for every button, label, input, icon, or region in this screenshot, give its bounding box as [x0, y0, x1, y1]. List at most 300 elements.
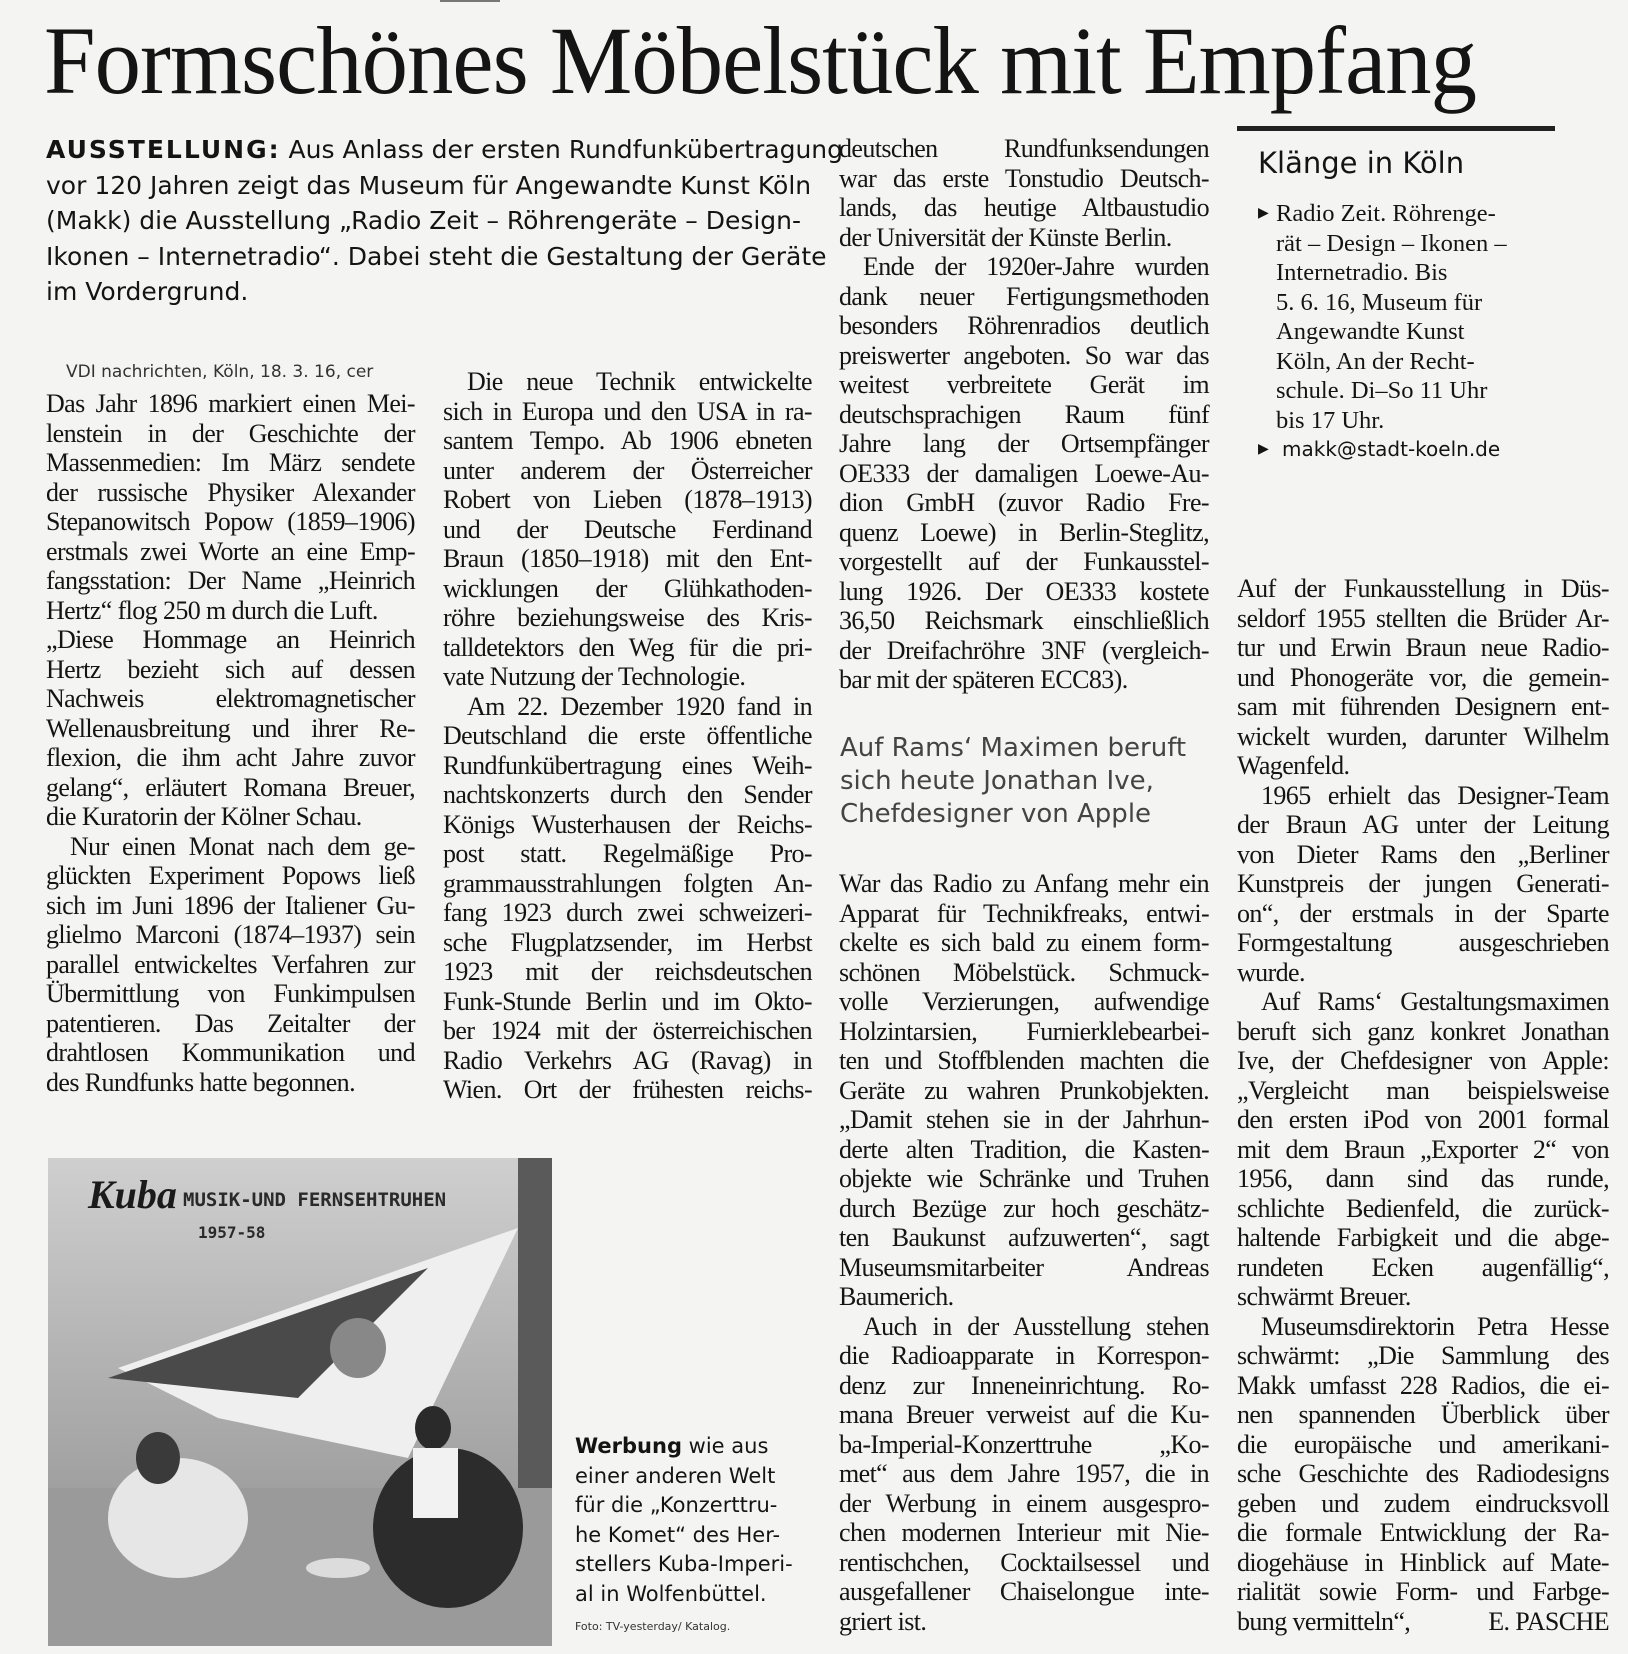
text-line [1237, 781, 1609, 811]
text-line [839, 518, 1209, 548]
text-line-content: rundeten Ecken augenfällig“, [1237, 1252, 1609, 1282]
text-line [839, 311, 1209, 341]
text-line-content: objekte wie Schränke und Truhen [839, 1164, 1209, 1193]
text-line [839, 164, 1209, 194]
armchair-person [108, 1458, 248, 1578]
text-line-content: glückten Experiment Popows ließ [46, 861, 415, 890]
text-line-content: 1923 mit der reichsdeutschen [443, 957, 812, 986]
text-line-content: patentieren. Das Zeitalter der [46, 1008, 415, 1038]
text-line [839, 1371, 1209, 1401]
text-line [46, 448, 415, 478]
text-line [443, 662, 812, 692]
text-line-content: Holzintarsien, Furnierklebearbei- [839, 1016, 1209, 1046]
text-line-content: Rundfunkübertragung eines Weih- [443, 750, 812, 780]
text-line-content: Robert von Lieben (1878–1913) [443, 485, 812, 514]
text-line [1237, 1135, 1609, 1165]
text-line-content: nachtskonzerts durch den Sender [443, 780, 812, 809]
text-line [839, 1312, 1209, 1342]
text-line-content: den ersten iPod von 2001 formal [1237, 1105, 1609, 1134]
text-line [443, 1016, 812, 1046]
text-line-content: Kunstpreis der jungen Generati- [1237, 869, 1609, 898]
text-line [839, 400, 1209, 430]
text-line [443, 898, 812, 928]
text-line [1237, 1194, 1609, 1224]
text-line-content: Deutschland die erste öffentliche [443, 721, 812, 750]
text-line [1237, 958, 1609, 988]
text-line [1237, 1017, 1609, 1047]
text-line-content: volle Verzierungen, aufwendige [839, 987, 1209, 1016]
text-line [1237, 928, 1609, 958]
text-line [839, 1607, 1209, 1637]
author-byline: E. PASCHE [1488, 1606, 1609, 1636]
text-line-content: on“, der erstmals in der Sparte [1237, 898, 1609, 928]
text-line [1237, 899, 1609, 929]
text-line [1237, 1577, 1609, 1607]
text-line [839, 1577, 1209, 1607]
text-line-content: vate Nutzung der Technologie. [443, 662, 746, 691]
text-line-content: von Dieter Rams den „Berliner [1237, 839, 1609, 869]
text-line-content: Das Jahr 1896 markiert einen Mei- [46, 389, 415, 418]
text-line [443, 957, 812, 987]
text-line [443, 574, 812, 604]
text-line [1237, 1282, 1609, 1312]
text-line [839, 987, 1209, 1017]
text-line [443, 1046, 812, 1076]
text-line [443, 515, 812, 545]
sidebar-rule [1237, 126, 1555, 131]
photo-caption [575, 1432, 793, 1609]
sidebar-info-list [1258, 199, 1507, 465]
text-line [443, 603, 812, 633]
text-line [1237, 1371, 1609, 1401]
text-line-content: die formale Entwicklung der Ra- [1237, 1518, 1609, 1547]
text-line-content: mit dem Braun „Exporter 2“ von [1237, 1134, 1609, 1164]
text-line [839, 1046, 1209, 1076]
text-line [1237, 1105, 1609, 1135]
text-line-content: Nur einen Monat nach dem ge- [70, 831, 415, 861]
text-line-content: besonders Röhrenradios deutlich [839, 311, 1209, 340]
text-line-content: OE333 der damaligen Loewe-Au- [839, 458, 1209, 488]
text-line [443, 426, 812, 456]
email-link[interactable]: makk@stadt-koeln.de [1282, 437, 1501, 461]
text-line [46, 537, 415, 567]
text-line-content: War das Radio zu Anfang mehr ein [839, 869, 1209, 898]
text-line [839, 341, 1209, 371]
subheadline [840, 732, 1186, 831]
text-line [839, 1400, 1209, 1430]
person-head [136, 1432, 180, 1484]
text-line-content: 36,50 Reichsmark einschließlich [839, 606, 1209, 635]
text-line-content: talldetektors den Weg für die pri- [443, 632, 812, 662]
text-line [839, 252, 1209, 282]
text-line [46, 655, 415, 685]
text-line [443, 721, 812, 751]
text-line-content: gelang“, erläutert Romana Breuer, [46, 772, 415, 802]
text-line-content: sche Flugplatzsender, im Herbst [443, 927, 812, 957]
dateline: VDI nachrichten, Köln, 18. 3. 16, cer [66, 362, 374, 382]
text-line [1237, 1164, 1609, 1194]
text-line-content: grammausstrahlungen folgten An- [443, 868, 812, 898]
lead-paragraph [46, 132, 844, 310]
text-line [443, 485, 812, 515]
text-line-content: schwärmt Breuer. [1237, 1282, 1411, 1311]
text-line-content: unter anderem der Österreicher [443, 455, 812, 485]
text-line-content: Die neue Technik entwickelte [467, 367, 812, 396]
text-line-content: fangsstation: Der Name „Heinrich [46, 566, 415, 595]
text-line-content: chen modernen Interieur mit Nie- [839, 1518, 1209, 1547]
text-line [839, 1459, 1209, 1489]
text-line-content: Wagenfeld. [1237, 751, 1350, 780]
sidebar-line: schule. Di–So 11 Uhr [1276, 377, 1488, 404]
caption-line: he Komet“ des Her- [575, 1522, 781, 1547]
text-line [46, 625, 415, 655]
text-line [839, 1253, 1209, 1283]
text-line [46, 596, 415, 626]
text-line-content: die Kuratorin der Kölner Schau. [46, 802, 362, 831]
text-line-content: der Dreifachröhre 3NF (vergleich- [839, 635, 1209, 665]
text-line [46, 507, 415, 537]
text-line-content: griert ist. [839, 1606, 927, 1636]
text-line-content: röhre beziehungsweise des Kris- [443, 603, 812, 632]
text-line [1237, 869, 1609, 899]
ad-banner-text: MUSIK-UND FERNSEHTRUHEN [183, 1189, 447, 1211]
text-line-content: rentischchen, Cocktailsessel und [839, 1547, 1209, 1577]
text-line-content: Museumsmitarbeiter Andreas [839, 1252, 1209, 1282]
text-line-content: ausgefallener Chaiselongue inte- [839, 1577, 1209, 1606]
caption-line: al in Wolfenbüttel. [575, 1581, 767, 1606]
ad-years: 1957-58 [198, 1223, 266, 1242]
text-line-content: wickelt wurden, darunter Wilhelm [1237, 721, 1609, 751]
text-line-content: deutschsprachigen Raum fünf [839, 399, 1209, 429]
photo-illustration [48, 1158, 552, 1646]
sidebar-email-item [1258, 435, 1507, 465]
text-line [46, 419, 415, 449]
triangle-bullet-icon: ▶ [1258, 442, 1269, 457]
subhead-line: sich heute Jonathan Ive, [840, 766, 1154, 796]
text-line [839, 282, 1209, 312]
text-line [839, 1518, 1209, 1548]
text-line-content: diogehäuse in Hinblick auf Mate- [1237, 1547, 1609, 1577]
text-line [46, 861, 415, 891]
text-line [46, 1068, 415, 1098]
text-line-content: Auf Rams‘ Gestaltungsmaximen [1261, 987, 1609, 1016]
text-line-content: „Vergleicht man beispielsweise [1237, 1075, 1609, 1105]
text-line [839, 928, 1209, 958]
text-line [443, 987, 812, 1017]
text-line-content: flexion, die ihm acht Jahre zuvor [46, 743, 415, 772]
text-line [1237, 1400, 1609, 1430]
text-line [443, 1075, 812, 1105]
text-line [443, 869, 812, 899]
text-line [839, 665, 1209, 695]
text-line [443, 633, 812, 663]
text-line [1237, 1489, 1609, 1519]
sidebar-line: rät – Design – Ikonen – [1276, 229, 1507, 257]
text-line [1237, 1518, 1609, 1548]
text-line [839, 459, 1209, 489]
text-line [1237, 1312, 1609, 1342]
kidney-table [306, 1558, 370, 1578]
text-line [839, 1076, 1209, 1106]
lead-text: Aus Anlass der ersten Rundfunkübertragung [280, 135, 844, 164]
text-line [839, 547, 1209, 577]
text-line-content: der Universität der Künste Berlin. [839, 222, 1172, 252]
text-line [46, 950, 415, 980]
article-column-4 [1237, 574, 1609, 1636]
text-line [1237, 1430, 1609, 1460]
text-line [46, 743, 415, 773]
text-line-content: nen spannenden Überblick über [1237, 1400, 1609, 1429]
text-line-content: Am 22. Dezember 1920 fand in [467, 691, 812, 721]
text-line [46, 891, 415, 921]
text-line [1237, 840, 1609, 870]
text-line-content: Auch in der Ausstellung stehen [863, 1311, 1209, 1341]
text-line [46, 979, 415, 1009]
text-line-content: Massenmedien: Im März sendete [46, 448, 415, 477]
caption-line: einer anderen Welt [575, 1463, 776, 1488]
text-line [1237, 1459, 1609, 1489]
text-line [839, 1430, 1209, 1460]
text-line-content: und Phonogeräte vor, die gemein- [1237, 662, 1609, 692]
text-line [839, 1282, 1209, 1312]
text-line [1237, 1341, 1609, 1371]
sidebar-line: Angewandte Kunst [1276, 318, 1465, 345]
caption-line [575, 1432, 793, 1462]
text-line-content: sich im Juni 1896 der Italiener Gu- [46, 890, 415, 920]
subhead-line: Chefdesigner von Apple [840, 799, 1152, 829]
text-line [1237, 1076, 1609, 1106]
text-line-content: wurde. [1237, 957, 1305, 987]
text-line [839, 1194, 1209, 1224]
text-line-content: Baumerich. [839, 1282, 954, 1311]
text-line-content: schwärmt: „Die Sammlung des [1237, 1341, 1609, 1370]
text-line [46, 714, 415, 744]
text-line [1237, 604, 1609, 634]
text-line [46, 389, 415, 419]
text-line-content: Auf der Funkausstellung in Düs- [1237, 574, 1609, 603]
text-line [839, 577, 1209, 607]
text-line-content: der Werbung in einem ausgespro- [839, 1488, 1209, 1518]
text-line-content: rialität sowie Form- und Farbge- [1237, 1577, 1609, 1606]
text-line [443, 692, 812, 722]
text-line [46, 773, 415, 803]
text-line [443, 810, 812, 840]
lead-line: Ikonen – Internetradio“. Dabei steht die Gestaltung der Geräte [46, 241, 827, 271]
text-line-content: der russische Physiker Alexander [46, 477, 415, 507]
text-line [46, 802, 415, 832]
text-line-content: Stepanowitsch Popow (1859–1906) [46, 507, 415, 536]
sidebar-line: Internetradio. Bis [1276, 259, 1448, 286]
text-line-content: Formgestaltung ausgeschrieben [1237, 928, 1609, 957]
text-line-content: dank neuer Fertigungsmethoden [839, 281, 1209, 311]
text-line-content: tur und Erwin Braun neue Radio- [1237, 633, 1609, 662]
text-line-content: lenstein in der Geschichte der [46, 418, 415, 448]
subhead-line: Auf Rams‘ Maximen beruft [840, 733, 1187, 763]
text-line-content: Museumsdirektorin Petra Hesse [1261, 1311, 1609, 1341]
text-line [443, 397, 812, 427]
text-line-content: dion GmbH (zuvor Radio Fre- [839, 488, 1209, 517]
text-line-content: Makk umfasst 228 Radios, die ei- [1237, 1370, 1609, 1400]
text-line-content: Jahre lang der Ortsempfänger [839, 429, 1209, 458]
text-line-content: Wellenausbreitung und ihrer Re- [46, 713, 415, 743]
text-line [1237, 574, 1609, 604]
text-line [839, 1164, 1209, 1194]
caption-bold: Werbung [575, 1434, 682, 1458]
article-column-3-top [839, 134, 1209, 695]
text-line-content: seldorf 1955 stellten die Brüder Ar- [1237, 603, 1609, 633]
caption-line: für die „Konzerttru- [575, 1493, 778, 1517]
text-line-content: lands, das heutige Altbaustudio [839, 193, 1209, 222]
article-column-3-bottom [839, 869, 1209, 1636]
text-line-content: war das erste Tonstudio Deutsch- [839, 163, 1209, 193]
text-line-content: met“ aus dem Jahre 1957, die in [839, 1459, 1209, 1488]
text-line [839, 429, 1209, 459]
text-line-content: ten und Stoffblenden machten die [839, 1046, 1209, 1075]
triangle-bullet-icon: ▶ [1258, 206, 1269, 221]
text-line-content: Radio Verkehrs AG (Ravag) in [443, 1045, 812, 1075]
text-line [443, 544, 812, 574]
woman-head [415, 1406, 451, 1450]
text-line-content: glielmo Marconi (1874–1937) sein [46, 920, 415, 949]
text-line-content: santem Tempo. Ab 1906 ebneten [443, 426, 812, 455]
text-line-content: fang 1923 durch zwei schweizeri- [443, 898, 812, 927]
text-line-content: bung vermitteln“, [1237, 1606, 1411, 1636]
text-line-content: haltende Farbigkeit und die abge- [1237, 1223, 1609, 1252]
text-line-content: preiswerter angeboten. So war das [839, 340, 1209, 370]
text-line-content: quenz Loewe) in Berlin-Steglitz, [839, 517, 1209, 547]
text-line [46, 566, 415, 596]
text-line [839, 1548, 1209, 1578]
sidebar-exhibition-item [1258, 199, 1507, 435]
text-line-content: der Braun AG unter der Leitung [1237, 810, 1609, 839]
text-line [839, 1341, 1209, 1371]
lead-line: (Makk) die Ausstellung „Radio Zeit – Röhrengeräte – Design- [46, 206, 802, 236]
text-line [46, 478, 415, 508]
text-line [839, 869, 1209, 899]
text-line-content: 1956, dann sind das runde, [1237, 1164, 1609, 1193]
lead-line [46, 132, 844, 168]
advertisement-photo [48, 1158, 552, 1646]
text-line [839, 899, 1209, 929]
text-line [443, 456, 812, 486]
text-line [46, 832, 415, 862]
photo-credit: Foto: TV-yesterday/ Katalog. [575, 1620, 731, 1633]
text-line [839, 370, 1209, 400]
caption-text: wie aus [681, 1434, 769, 1458]
text-line-content: schönen Möbelstück. Schmuck- [839, 957, 1209, 987]
text-line-content: Geräte zu wahren Prunkobjekten. [839, 1075, 1209, 1105]
top-rule [440, 0, 500, 2]
sidebar-line: Köln, An der Recht- [1276, 347, 1475, 375]
sidebar-title: Klänge in Köln [1258, 146, 1465, 180]
text-line [1237, 1548, 1609, 1578]
text-line [443, 839, 812, 869]
text-line-content: die Radioapparate in Korrespon- [839, 1341, 1209, 1370]
text-line [1237, 1253, 1609, 1283]
text-line [839, 958, 1209, 988]
text-line-content: Königs Wusterhausen der Reichs- [443, 809, 812, 839]
text-line [46, 1038, 415, 1068]
text-line-content: wicklungen der Glühkathoden- [443, 573, 812, 603]
text-line-content: sche Geschichte des Radiodesigns [1237, 1459, 1609, 1488]
text-line-content: Ive, der Chefdesigner von Apple: [1237, 1046, 1609, 1075]
text-line [1237, 1046, 1609, 1076]
text-line-content: drahtlosen Kommunikation und [46, 1038, 415, 1067]
text-line-content: ten Baukunst aufzuwerten“, sagt [839, 1223, 1209, 1252]
text-line [839, 193, 1209, 223]
text-line-content: vorgestellt auf der Funkausstel- [839, 547, 1209, 576]
text-line-content: mana Breuer verweist auf die Ku- [839, 1400, 1209, 1429]
kuba-logo: Kuba [88, 1172, 177, 1217]
text-line [443, 367, 812, 397]
caption-line: stellers Kuba-Imperi- [575, 1552, 793, 1576]
article-column-1 [46, 389, 415, 1097]
text-line-content: Ende der 1920er-Jahre wurden [863, 252, 1209, 281]
text-line [46, 684, 415, 714]
article-column-2 [443, 367, 812, 1105]
text-line [839, 223, 1209, 253]
text-line-content: deutschen Rundfunksendungen [839, 134, 1209, 163]
text-line-content: Apparat für Technikfreaks, entwi- [839, 898, 1209, 928]
text-line [1237, 1607, 1609, 1637]
headline: Formschönes Möbelstück mit Empfang [44, 7, 1476, 114]
text-line-content: „Damit stehen sie in der Jahrhun- [839, 1105, 1209, 1134]
text-line-content: Übermittlung von Funkimpulsen [46, 979, 415, 1008]
text-line [1237, 810, 1609, 840]
text-line [443, 928, 812, 958]
text-line-content: ber 1924 mit der österreichischen [443, 1016, 812, 1045]
text-line [1237, 751, 1609, 781]
text-line [839, 1135, 1209, 1165]
text-line-content: Funk-Stunde Berlin und im Okto- [443, 986, 812, 1016]
text-line-content: sich in Europa und den USA in ra- [443, 396, 812, 426]
text-line [839, 606, 1209, 636]
text-line-content: weitest verbreitete Gerät im [839, 370, 1209, 399]
text-line-content: „Diese Hommage an Heinrich [46, 625, 415, 654]
text-line-content: derte alten Tradition, die Kasten- [839, 1134, 1209, 1164]
text-line-content: post statt. Regelmäßige Pro- [443, 839, 812, 868]
text-line-content: Hertz bezieht sich auf dessen [46, 654, 415, 684]
sidebar-line: Radio Zeit. Röhrenge- [1276, 200, 1496, 227]
text-line [839, 1017, 1209, 1047]
text-line [443, 780, 812, 810]
text-line-content: Braun (1850–1918) mit den Ent- [443, 544, 812, 573]
lead-label: AUSSTELLUNG: [46, 135, 281, 164]
text-line-content: parallel entwickeltes Verfahren zur [46, 949, 415, 979]
text-line-content: ba-Imperial-Konzerttruhe „Ko- [839, 1429, 1209, 1459]
lead-line: im Vordergrund. [46, 277, 249, 307]
text-line [839, 134, 1209, 164]
text-line [839, 636, 1209, 666]
woman-blouse [413, 1448, 458, 1518]
text-line-content: Wien. Ort der frühesten reichs- [443, 1075, 812, 1104]
text-line [839, 1223, 1209, 1253]
text-line-content: geben und zudem eindrucksvoll [1237, 1488, 1609, 1518]
sidebar-line: 5. 6. 16, Museum für [1276, 288, 1483, 316]
text-line-content: durch Bezüge zur hoch geschätz- [839, 1193, 1209, 1223]
text-line [1237, 722, 1609, 752]
text-line [839, 488, 1209, 518]
text-line [1237, 987, 1609, 1017]
text-line-content: Hertz“ flog 250 m durch die Luft. [46, 595, 378, 625]
text-line [839, 1489, 1209, 1519]
text-line [1237, 692, 1609, 722]
text-line [46, 1009, 415, 1039]
lead-line: vor 120 Jahren zeigt das Museum für Angewandte Kunst Köln [46, 170, 812, 200]
text-line [46, 920, 415, 950]
text-line [1237, 663, 1609, 693]
text-line-content: schlichte Bedienfeld, die zurück- [1237, 1193, 1609, 1223]
